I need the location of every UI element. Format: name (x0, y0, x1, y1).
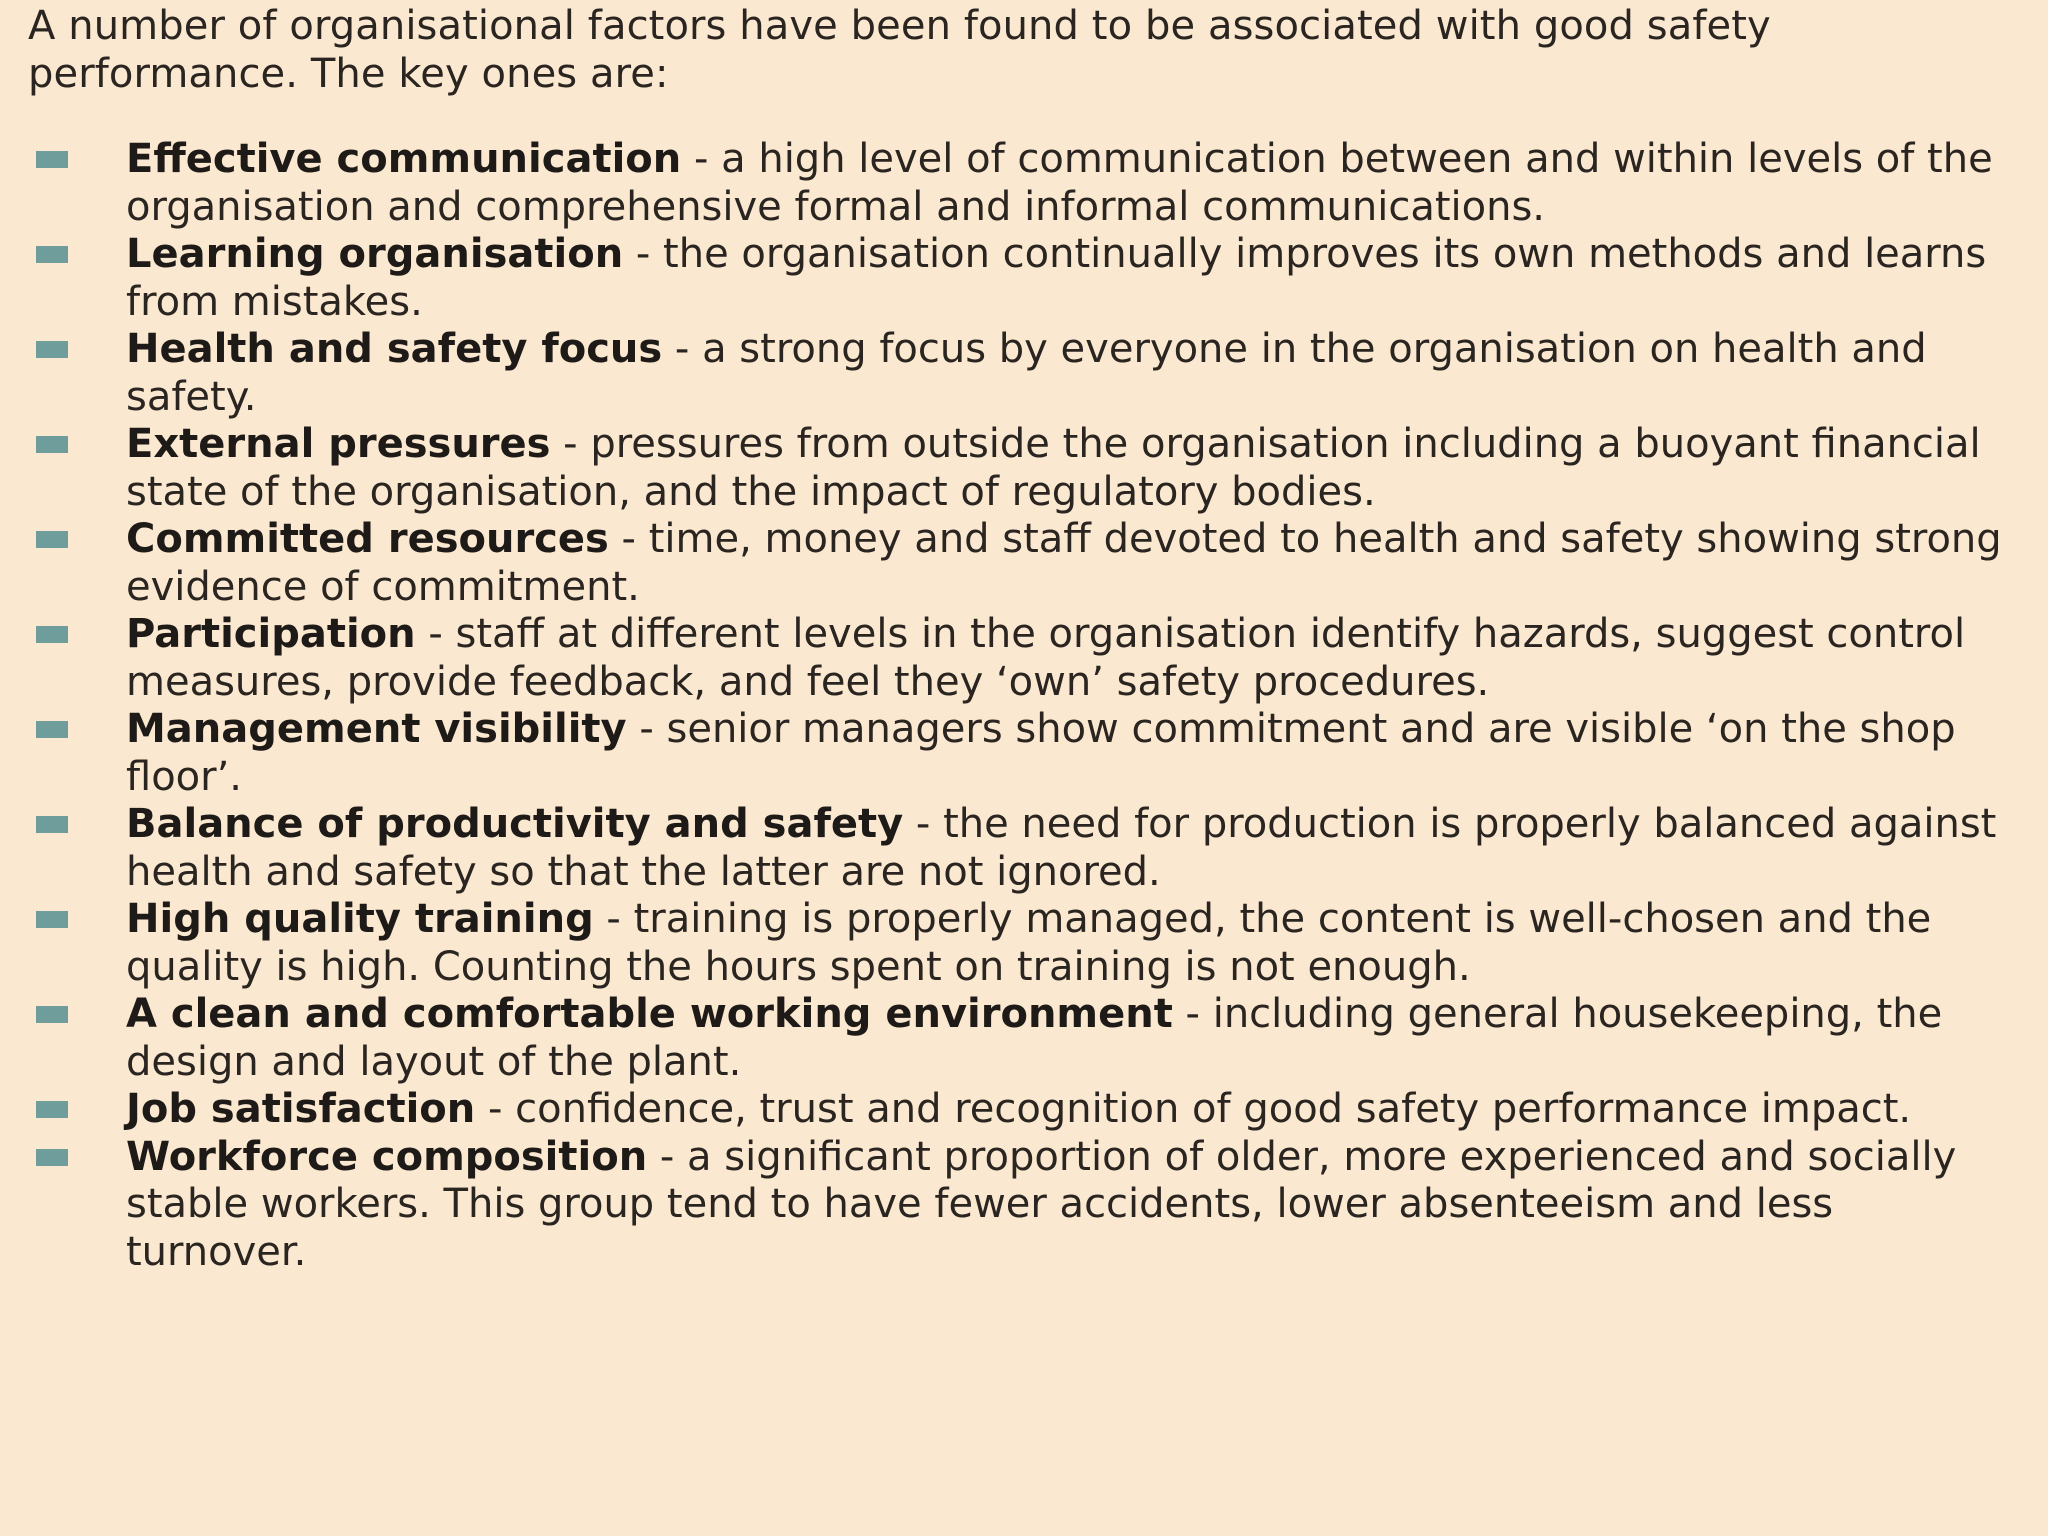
list-item (28, 991, 2004, 1086)
factor-term: Job satisfaction (126, 1086, 476, 1132)
factor-description: including general housekeeping, the design and layout of the plant. (126, 991, 1943, 1085)
list-item (28, 1086, 2004, 1134)
square-bullet-icon (36, 1101, 68, 1118)
list-item (28, 801, 2004, 896)
factor-description: a high level of communication between and within levels of the organisation and comprehensive formal and informal communications. (126, 136, 1993, 230)
factor-description: the need for production is properly balanced against health and safety so that the latter are not ignored. (126, 801, 1997, 895)
factor-term: External pressures (126, 421, 551, 467)
list-item (28, 706, 2004, 801)
factor-description: time, money and staff devoted to health and safety showing strong evidence of commitment. (126, 516, 2002, 610)
factor-separator: - (608, 516, 649, 562)
square-bullet-icon (36, 436, 68, 453)
factor-term: Committed resources (126, 516, 609, 562)
factor-description: senior managers show commitment and are visible ‘on the shop floor’. (126, 706, 1956, 800)
list-item (28, 421, 2004, 516)
factor-term: Management visibility (126, 706, 627, 752)
square-bullet-icon (36, 246, 68, 263)
factor-description: staff at different levels in the organisation identify hazards, suggest control measures, provide feedback, and feel they ‘own’ safety procedures. (126, 611, 1966, 705)
list-item (28, 326, 2004, 421)
list-item (28, 896, 2004, 991)
intro-paragraph: A number of organisational factors have been found to be associated with good safety performance. The key ones are: (28, 3, 1771, 97)
factor-description: confidence, trust and recognition of good safety performance impact. (515, 1086, 1912, 1132)
factor-term: Participation (126, 611, 416, 657)
list-item (28, 611, 2004, 706)
factor-separator: - (647, 1133, 688, 1180)
factor-description: a strong focus by everyone in the organisation on health and safety. (126, 326, 1927, 420)
factor-separator: - (681, 136, 722, 182)
factor-separator: - (903, 801, 944, 847)
factor-term: Learning organisation (126, 231, 624, 277)
factor-separator: - (1172, 991, 1213, 1037)
square-bullet-icon (36, 531, 68, 548)
list-item (28, 516, 2004, 611)
factor-separator: - (475, 1086, 516, 1132)
factor-description: pressures from outside the organisation including a buoyant financial state of the organisation, and the impact of regulatory bodies. (126, 421, 1981, 515)
square-bullet-icon (36, 816, 68, 833)
factor-description: a significant proportion of older, more experienced and socially stable workers. This group tend to have fewer accidents, lower absenteeism and less turnover. (126, 1133, 1957, 1275)
factor-separator: - (415, 611, 456, 657)
factor-term: High quality training (126, 896, 594, 942)
list-item (28, 231, 2004, 326)
square-bullet-icon (36, 1006, 68, 1023)
factor-description: training is properly managed, the content is well-chosen and the quality is high. Counting the hours spent on training is not enough. (126, 896, 1932, 990)
factor-term: Workforce composition (126, 1133, 648, 1180)
factor-description: the organisation continually improves its own methods and learns from mistakes. (126, 231, 1987, 325)
square-bullet-icon (36, 721, 68, 738)
factor-term: A clean and comfortable working environment (126, 991, 1173, 1037)
square-bullet-icon (36, 911, 68, 928)
factor-separator: - (662, 326, 703, 372)
list-item (28, 136, 2004, 231)
square-bullet-icon (36, 341, 68, 358)
factor-term: Health and safety focus (126, 326, 663, 372)
factor-separator: - (623, 231, 664, 277)
factor-list (28, 136, 2004, 1276)
factor-separator: - (593, 896, 634, 942)
square-bullet-icon (36, 151, 68, 168)
factor-separator: - (626, 706, 667, 752)
factor-term: Effective communication (126, 136, 682, 182)
factor-separator: - (550, 421, 591, 467)
square-bullet-icon (36, 626, 68, 643)
square-bullet-icon (36, 1149, 68, 1166)
list-item (28, 1134, 2004, 1277)
factor-term: Balance of productivity and safety (126, 801, 904, 847)
